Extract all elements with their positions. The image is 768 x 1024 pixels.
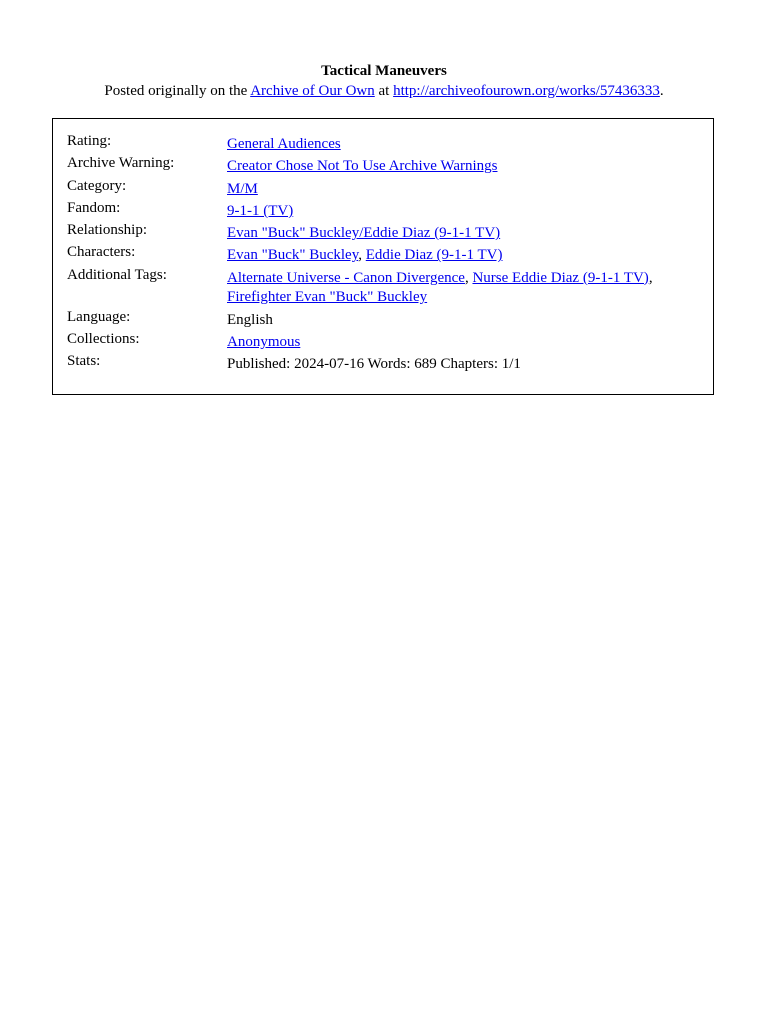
relationship-value: [227, 224, 697, 246]
posted-prefix: Posted originally on the: [104, 83, 251, 99]
collections-label: Collections:: [67, 330, 140, 347]
work-url-link[interactable]: http://archiveofourown.org/works/57436333: [393, 83, 660, 99]
warning-value: [227, 157, 697, 179]
tag-separator: ,: [648, 269, 653, 286]
tag-link[interactable]: Nurse Eddie Diaz (9-1-1 TV): [472, 269, 649, 286]
rating-label: Rating:: [67, 133, 112, 149]
warning-label: Archive Warning:: [67, 155, 175, 172]
stats-value: Published: 2024-07-16 Words: 689 Chapters: 1/1: [227, 356, 521, 373]
rating-value: [227, 135, 697, 157]
tag-link[interactable]: Evan "Buck" Buckley: [227, 247, 359, 264]
work-title: Tactical Maneuvers: [321, 63, 447, 79]
tag-link[interactable]: Anonymous: [227, 333, 301, 350]
metadata-table: [67, 135, 697, 377]
language-label: Language:: [67, 308, 131, 325]
characters-value: [227, 246, 697, 268]
posted-line: [0, 82, 768, 100]
tag-separator: ,: [464, 269, 473, 286]
tag-link[interactable]: Alternate Universe - Canon Divergence: [227, 269, 465, 286]
tag-link[interactable]: 9-1-1 (TV): [227, 202, 294, 219]
fandom-value: [227, 202, 697, 224]
work-metadata-box: [52, 118, 714, 395]
language-value: English: [227, 311, 273, 328]
stats-label: Stats:: [67, 353, 101, 370]
additional-tags-value: [227, 269, 697, 311]
tag-link[interactable]: Eddie Diaz (9-1-1 TV): [365, 247, 503, 264]
fandom-label: Fandom:: [67, 199, 121, 216]
tag-separator: ,: [358, 247, 366, 264]
relationship-label: Relationship:: [67, 222, 147, 239]
stats-row: [67, 355, 697, 377]
additional-tags-label: Additional Tags:: [67, 266, 167, 283]
additional-tags-row: [67, 269, 697, 311]
archive-link[interactable]: Archive of Our Own: [250, 83, 375, 99]
tag-link[interactable]: General Audiences: [227, 136, 341, 152]
tag-link[interactable]: Firefighter Evan "Buck" Buckley: [227, 289, 428, 306]
tag-link[interactable]: Creator Chose Not To Use Archive Warnings: [227, 158, 498, 175]
collections-value: [227, 333, 697, 355]
tag-link[interactable]: Evan "Buck" Buckley/Eddie Diaz (9-1-1 TV): [227, 225, 501, 242]
posted-suffix: .: [659, 83, 664, 99]
category-value: [227, 180, 697, 202]
characters-label: Characters:: [67, 244, 136, 261]
posted-mid: at: [374, 83, 394, 99]
tag-link[interactable]: M/M: [227, 180, 258, 197]
category-label: Category:: [67, 177, 127, 194]
